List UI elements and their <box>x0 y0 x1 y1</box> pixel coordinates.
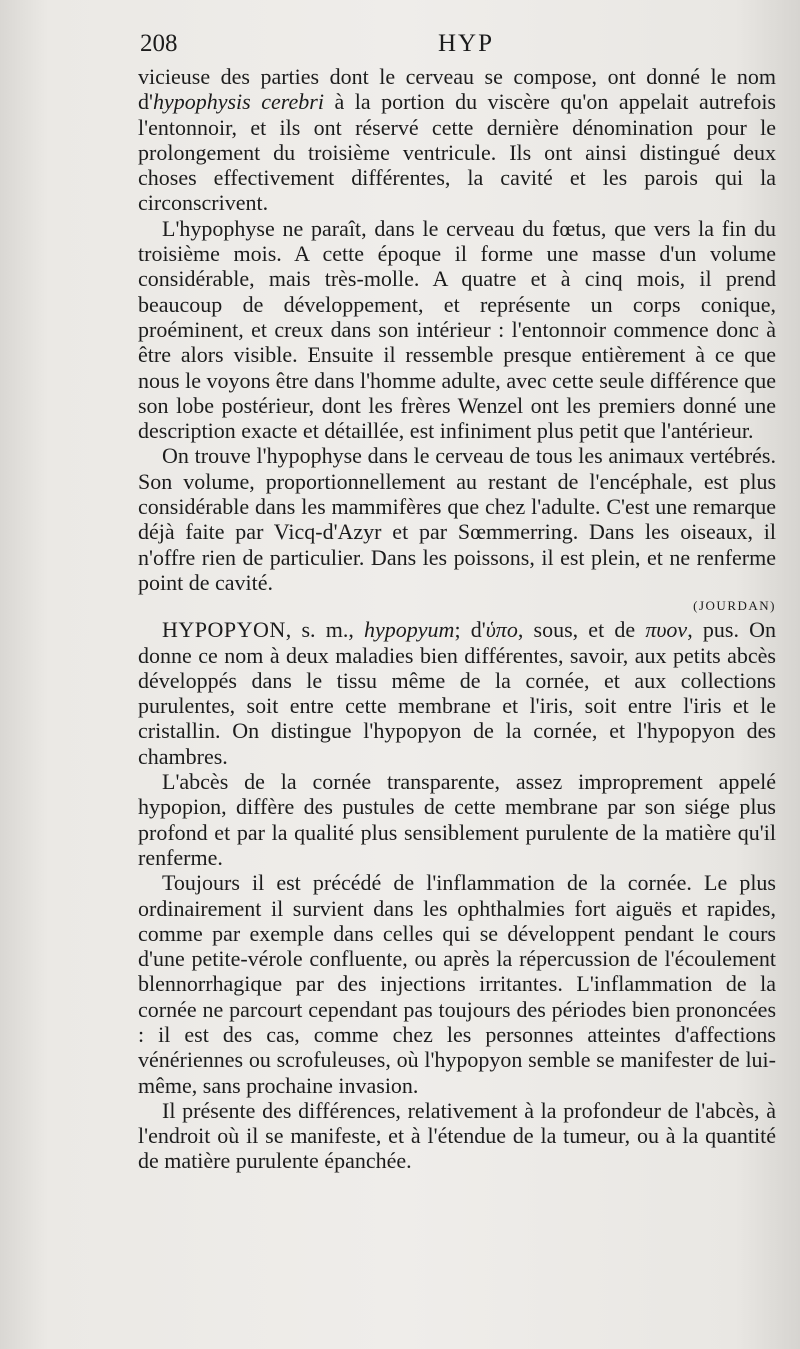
greek-word-hypo: ὑπο <box>485 617 518 643</box>
page-header <box>140 30 770 62</box>
body-text <box>138 64 776 1174</box>
entry-headword: HYPOPYON <box>162 617 286 643</box>
paragraph-5: L'abcès de la cornée transparente, assez improprement appelé hypopion, diffère des pustules de cette membrane par son siége plus profond et par la qualité plus sensiblement purulente de la matière qu'il renferme. <box>138 769 776 870</box>
paragraph-7: Il présente des différences, relativement à la profondeur de l'abcès, à l'endroit où il se manifeste, et à l'étendue de la tumeur, ou à la quantité de matière purulente épanchée. <box>138 1097 776 1174</box>
paragraph-3: On trouve l'hypophyse dans le cerveau de tous les animaux vertébrés. Son volume, proportionnellement au restant de l'encéphale, est plus considérable dans les mammifères que chez l'adulte. C'est une remarque déjà faite par Vicq-d'Azyr et par Sœmmerring. Dans les oiseaux, il n'offre rien de particulier. Dans les poissons, il est plein, et ne renferme point de cavité. <box>138 443 776 595</box>
entry-hypopyon: HYPOPYON, s. m., hypopyum; d'ὑπο, sous, et de πυον, pus. On donne ce nom à deux maladies bien différentes, savoir, aux petits abcès développés dans le tissu même de la cornée, et aux collections purulentes, soit entre cette membrane et l'iris, soit entre l'iris et le cristallin. On distingue l'hypopyon de la cornée, et l'hypopyon des chambres. <box>138 617 777 769</box>
greek-word-pyon: πυον <box>645 617 688 643</box>
paragraph-6: Toujours il est précédé de l'inflammation de la cornée. Le plus ordinairement il survient dans les ophthalmies fort aiguës et rapides, comme par exemple dans celles qui se développent pendant le cours d'une petite-vérole confluente, ou après la répercussion de l'écoulement blennorrhagique par des injections irritantes. L'inflammation de la cornée ne parcourt cependant pas toujours des périodes bien prononcées : il est des cas, comme chez les personnes atteintes d'affections vénériennes ou scrofuleuses, où l'hypopyon semble se manifester de lui-même, sans prochaine invasion. <box>138 870 776 1098</box>
latin-form: hypopyum <box>364 617 455 643</box>
running-head: HYP <box>438 30 495 57</box>
paragraph-1: vicieuse des parties dont le cerveau se compose, ont donné le nom d'hypophysis cerebri à la portion du viscère qu'on appelait autrefois l'entonnoir, et ils ont réservé cette dernière dénomination pour le prolongement du troisième ventricule. Ils ont ainsi distingué deux choses effectivement différentes, la cavité et les parois qui la circonscrivent. <box>138 64 776 216</box>
page-number: 208 <box>140 30 178 57</box>
author-signature: (JOURDAN) <box>693 598 776 614</box>
latin-term: hypophysis cerebri <box>152 89 324 115</box>
paragraph-2: L'hypophyse ne paraît, dans le cerveau du fœtus, que vers la fin du troisième mois. A cette époque il forme une masse d'un volume considérable, mais très-molle. A quatre et à cinq mois, il prend beaucoup de développement, et représente un corps conique, proéminent, et creux dans son intérieur : l'entonnoir commence donc à être alors visible. Ensuite il ressemble presque entièrement à ce que nous le voyons être dans l'homme adulte, avec cette seule différence que son lobe postérieur, dont les frères Wenzel ont les premiers donné une description exacte et détaillée, est infiniment plus petit que l'antérieur. <box>138 215 776 444</box>
